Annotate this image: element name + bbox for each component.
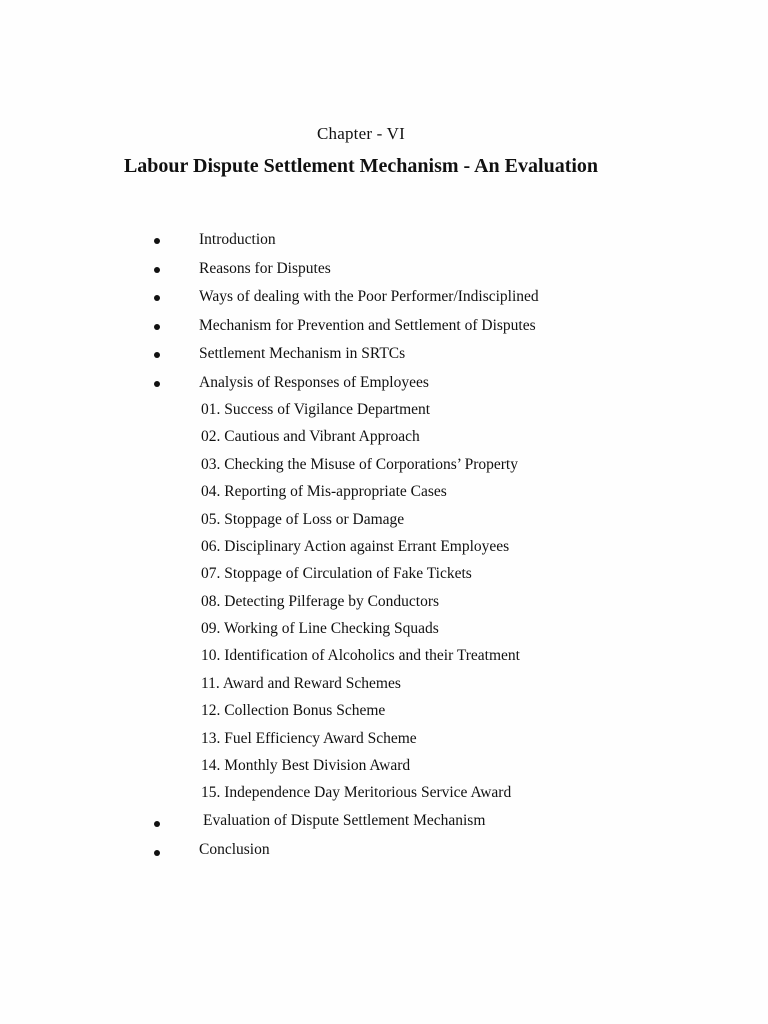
bullet-icon <box>154 238 160 244</box>
sub-list-item: 09. Working of Line Checking Squads <box>201 620 439 637</box>
list-item <box>0 231 700 253</box>
list-item <box>0 288 700 310</box>
sub-list-item: 14. Monthly Best Division Award <box>201 757 411 774</box>
list-item <box>0 812 700 834</box>
sub-list-item: 07. Stoppage of Circulation of Fake Tickets <box>201 565 472 582</box>
bullet-icon <box>154 295 160 301</box>
list-item <box>0 374 700 396</box>
sub-list-item: 05. Stoppage of Loss or Damage <box>201 511 405 528</box>
sub-list-item: 08. Detecting Pilferage by Conductors <box>201 593 440 610</box>
sub-list-item: 03. Checking the Misuse of Corporations’ Property <box>201 456 518 473</box>
bullet-icon <box>154 850 160 856</box>
chapter-title: Labour Dispute Settlement Mechanism - An Evaluation <box>123 155 599 177</box>
sub-list-item: 06. Disciplinary Action against Errant Employees <box>201 538 510 555</box>
list-item-text: Reasons for Disputes <box>199 260 331 277</box>
list-item <box>0 841 700 863</box>
list-item-text: Ways of dealing with the Poor Performer/Indisciplined <box>199 288 539 305</box>
sub-list-item: 12. Collection Bonus Scheme <box>201 702 386 719</box>
sub-list-item: 10. Identification of Alcoholics and their Treatment <box>201 647 520 664</box>
sub-list-item: 04. Reporting of Mis-appropriate Cases <box>201 483 447 500</box>
bullet-icon <box>154 324 160 330</box>
list-item-text: Analysis of Responses of Employees <box>199 374 429 391</box>
list-item-text: Introduction <box>199 231 276 248</box>
list-item-text: Evaluation of Dispute Settlement Mechanism <box>203 812 486 829</box>
sub-list-item: 11. Award and Reward Schemes <box>201 675 401 692</box>
sub-list-item: 13. Fuel Efficiency Award Scheme <box>201 730 417 747</box>
list-item <box>0 345 700 367</box>
sub-list-item: 15. Independence Day Meritorious Service Award <box>201 784 512 801</box>
bullet-icon <box>154 352 160 358</box>
bullet-icon <box>154 381 160 387</box>
chapter-number: Chapter - VI <box>316 124 405 143</box>
list-item-text: Conclusion <box>199 841 270 858</box>
sub-list-item: 02. Cautious and Vibrant Approach <box>201 428 420 445</box>
list-item <box>0 317 700 339</box>
list-item <box>0 260 700 282</box>
bullet-icon <box>154 821 160 827</box>
list-item-text: Settlement Mechanism in SRTCs <box>199 345 406 362</box>
list-item-text: Mechanism for Prevention and Settlement of Disputes <box>199 317 536 334</box>
bullet-icon <box>154 267 160 273</box>
sub-list-item: 01. Success of Vigilance Department <box>201 401 431 418</box>
